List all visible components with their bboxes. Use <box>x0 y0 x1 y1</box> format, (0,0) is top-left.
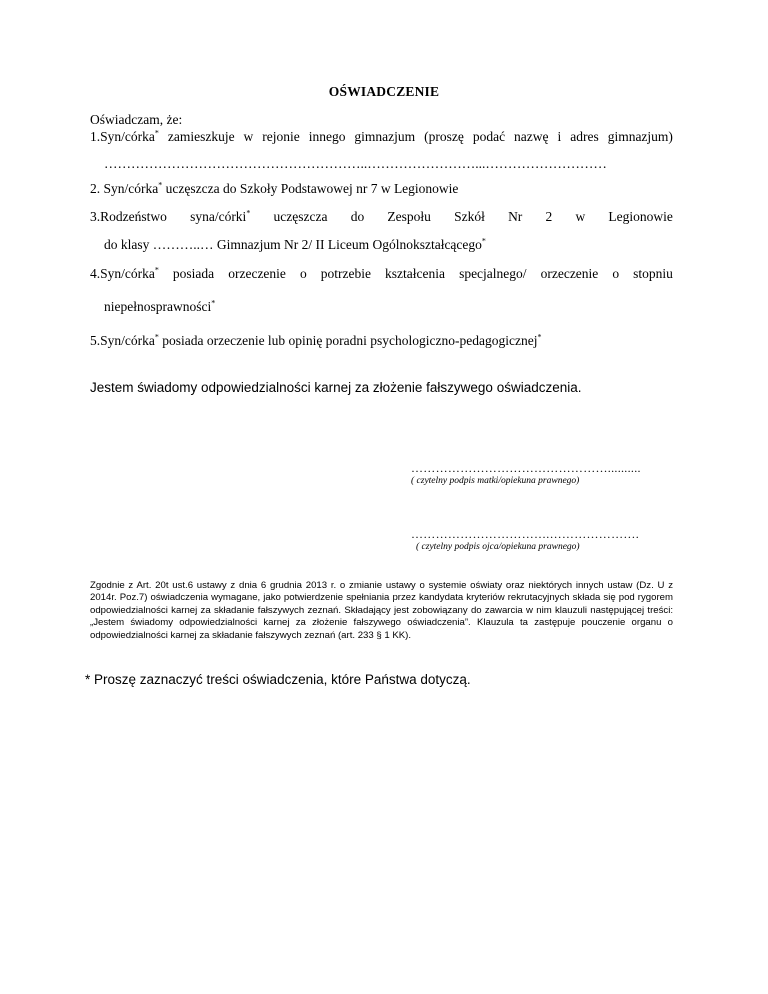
item-4-line-2: niepełnosprawności* <box>104 298 216 314</box>
item-1-word: gimnazjum <box>354 129 416 144</box>
item-3-line-2: do klasy ………..… Gimnazjum Nr 2/ II Liceum Ogólnokształcącego* <box>104 236 486 252</box>
asterisk-marker: * <box>481 236 486 246</box>
item-1-line <box>90 129 673 145</box>
asterisk-marker: * <box>158 180 163 190</box>
item-4-word: o <box>299 266 307 281</box>
item-3-line <box>90 209 673 225</box>
item-3-word: Rodzeństwo <box>100 209 167 224</box>
item-4-word: posiada <box>172 266 215 281</box>
father-signature-line: …………………………….…………………. <box>411 527 639 541</box>
asterisk-marker: * <box>246 208 251 218</box>
father-signature-label: ( czytelny podpis ojca/opiekuna prawnego) <box>416 542 580 552</box>
item-4-line <box>90 266 673 282</box>
item-5-number: 5. <box>90 333 101 348</box>
item-1-number: 1. <box>90 129 101 144</box>
item-3-word: syna/córki <box>190 209 247 224</box>
item-4-word: o <box>612 266 620 281</box>
item-3-word: Nr <box>508 209 523 224</box>
item-4-word: specjalnego/ <box>459 266 527 281</box>
item-2-line: 2. Syn/córka* uczęszcza do Szkoły Podstawowej nr 7 w Legionowie <box>90 180 459 196</box>
declaration-text: Jestem świadomy odpowiedzialności karnej za złożenie fałszywego oświadczenia. <box>90 380 582 395</box>
item-3-word: 2 <box>545 209 553 224</box>
item-3-word: Szkół <box>454 209 485 224</box>
item-3-word: w <box>575 209 586 224</box>
asterisk-marker: * <box>154 265 159 275</box>
item-5-line: 5.Syn/córka* posiada orzeczenie lub opinię poradni psychologiczno-pedagogicznej* <box>90 332 542 348</box>
item-4-word: stopniu <box>633 266 673 281</box>
asterisk-marker: * <box>154 332 159 342</box>
document-title: OŚWIADCZENIE <box>328 84 440 99</box>
item-4-word: potrzebie <box>320 266 371 281</box>
item-3-word: Legionowie <box>608 209 673 224</box>
asterisk-marker: * <box>211 298 216 308</box>
asterisk-marker: * <box>537 332 542 342</box>
item-1-word: innego <box>308 129 346 144</box>
item-3-word: uczęszcza <box>273 209 328 224</box>
mother-signature-line: ………………………………………….......... <box>411 461 641 475</box>
item-1-fill-line: …………………………………………………..……………………...……………………… <box>104 156 607 171</box>
legal-note: Zgodnie z Art. 20t ust.6 ustawy z dnia 6 grudnia 2013 r. o zmianie ustawy o systemie oświaty oraz niektórych innych ustaw (Dz. U z 2014r. Poz.7) oświadczenia wymagane, jako potwierdzenie spełniania przez kandydata kryteriów rekrutacyjnych składa się pod rygorem odpowiedzialności karnej za składanie fałszywych zeznań. Składający jest zobowiązany do zawarcia w nim klauzuli następującej treści: „Jestem świadomy odpowiedzialności karnej za złożenie fałszywego oświadczenia”. Klauzula ta zastępuje pouczenie organu o odpowiedzialności karnej za składanie fałszywych zeznań (art. 233 § 1 KK). <box>90 580 673 641</box>
item-3-word: do <box>350 209 365 224</box>
item-1-word: gimnazjum) <box>607 129 673 144</box>
item-4-word: kształcenia <box>385 266 446 281</box>
item-1-word: i <box>557 129 562 144</box>
intro-text: Oświadczam, że: <box>90 112 183 127</box>
asterisk-marker: * <box>154 128 159 138</box>
item-1-word: w <box>243 129 254 144</box>
item-4-word: Syn/córka <box>100 266 155 281</box>
item-4-number: 4. <box>90 266 101 281</box>
item-1-word: Syn/córka <box>100 129 155 144</box>
item-3-word: Zespołu <box>387 209 431 224</box>
footnote: * Proszę zaznaczyć treści oświadczenia, które Państwa dotyczą. <box>85 672 471 687</box>
item-1-word: nazwę <box>514 129 549 144</box>
item-1-word: (proszę <box>424 129 464 144</box>
item-4-word: orzeczenie <box>228 266 286 281</box>
mother-signature-label: ( czytelny podpis matki/opiekuna prawnego) <box>411 476 580 486</box>
item-1-word: adres <box>570 129 599 144</box>
item-4-word: orzeczenie <box>540 266 599 281</box>
item-3-number: 3. <box>90 209 101 224</box>
item-1-word: zamieszkuje <box>167 129 235 144</box>
item-1-word: rejonie <box>262 129 300 144</box>
item-1-word: podać <box>472 129 506 144</box>
